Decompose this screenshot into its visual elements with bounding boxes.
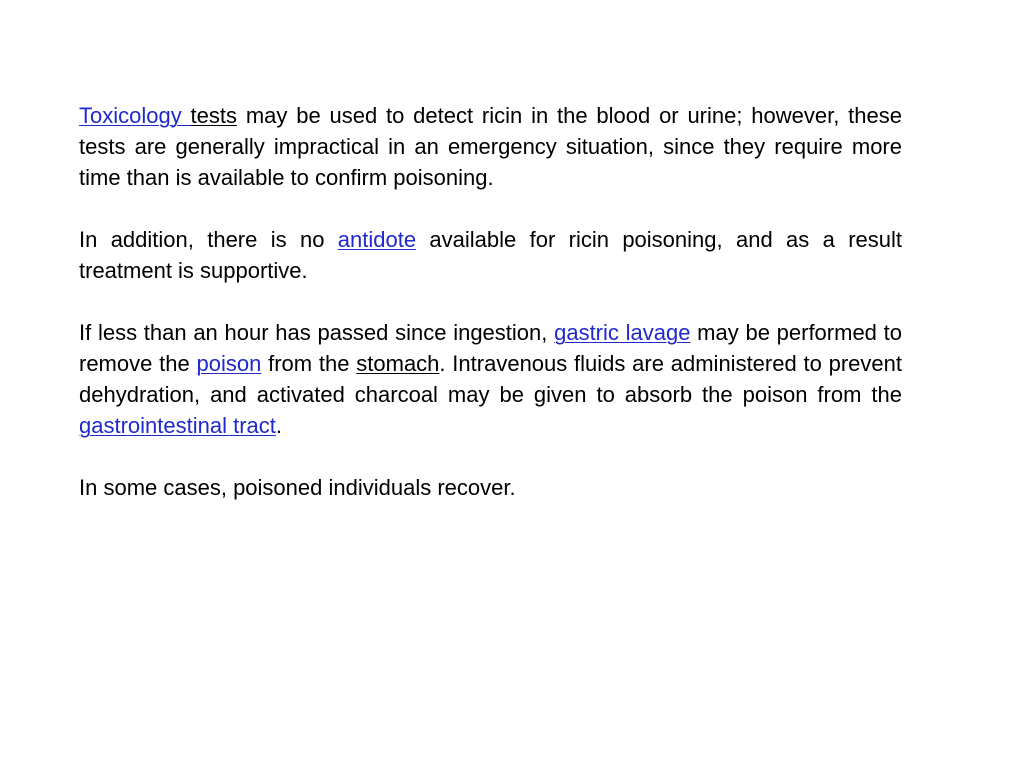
paragraph-2-text-before: In addition, there is no bbox=[79, 227, 338, 252]
paragraph-antidote bbox=[79, 224, 902, 286]
link-gastrointestinal-tract[interactable]: gastrointestinal tract bbox=[79, 413, 276, 438]
paragraph-recovery bbox=[79, 472, 902, 503]
paragraph-1-text: may be used to detect ricin in the blood or urine; however, these tests are generally impractical in an emergency situation, since they require more time than is available to confirm poisoning. bbox=[79, 103, 902, 190]
paragraph-3-text-4: . Intravenous fluids are administered to prevent dehydration, and activated charcoal may be given to absorb the poison from the bbox=[79, 351, 902, 407]
paragraph-3-text-1: If less than an hour has passed since ingestion, bbox=[79, 320, 555, 345]
paragraph-2-text-after: available for ricin poisoning, and as a result treatment is supportive. bbox=[79, 227, 902, 283]
slide-body bbox=[79, 100, 902, 534]
link-poison[interactable]: poison bbox=[196, 351, 262, 376]
link-tests[interactable]: tests bbox=[190, 103, 238, 128]
paragraph-4-text: In some cases, poisoned individuals recover. bbox=[79, 475, 516, 500]
link-toxicology[interactable]: Toxicology bbox=[79, 103, 191, 128]
paragraph-3-text-5: . bbox=[275, 413, 282, 438]
link-antidote[interactable]: antidote bbox=[337, 227, 417, 252]
paragraph-toxicology-tests bbox=[79, 100, 902, 193]
paragraph-treatment bbox=[79, 317, 902, 441]
link-stomach[interactable]: stomach bbox=[356, 351, 440, 376]
link-gastric-lavage[interactable]: gastric lavage bbox=[554, 320, 691, 345]
paragraph-3-text-2: may be performed to remove the bbox=[79, 320, 902, 376]
paragraph-3-text-3: from the bbox=[261, 351, 357, 376]
